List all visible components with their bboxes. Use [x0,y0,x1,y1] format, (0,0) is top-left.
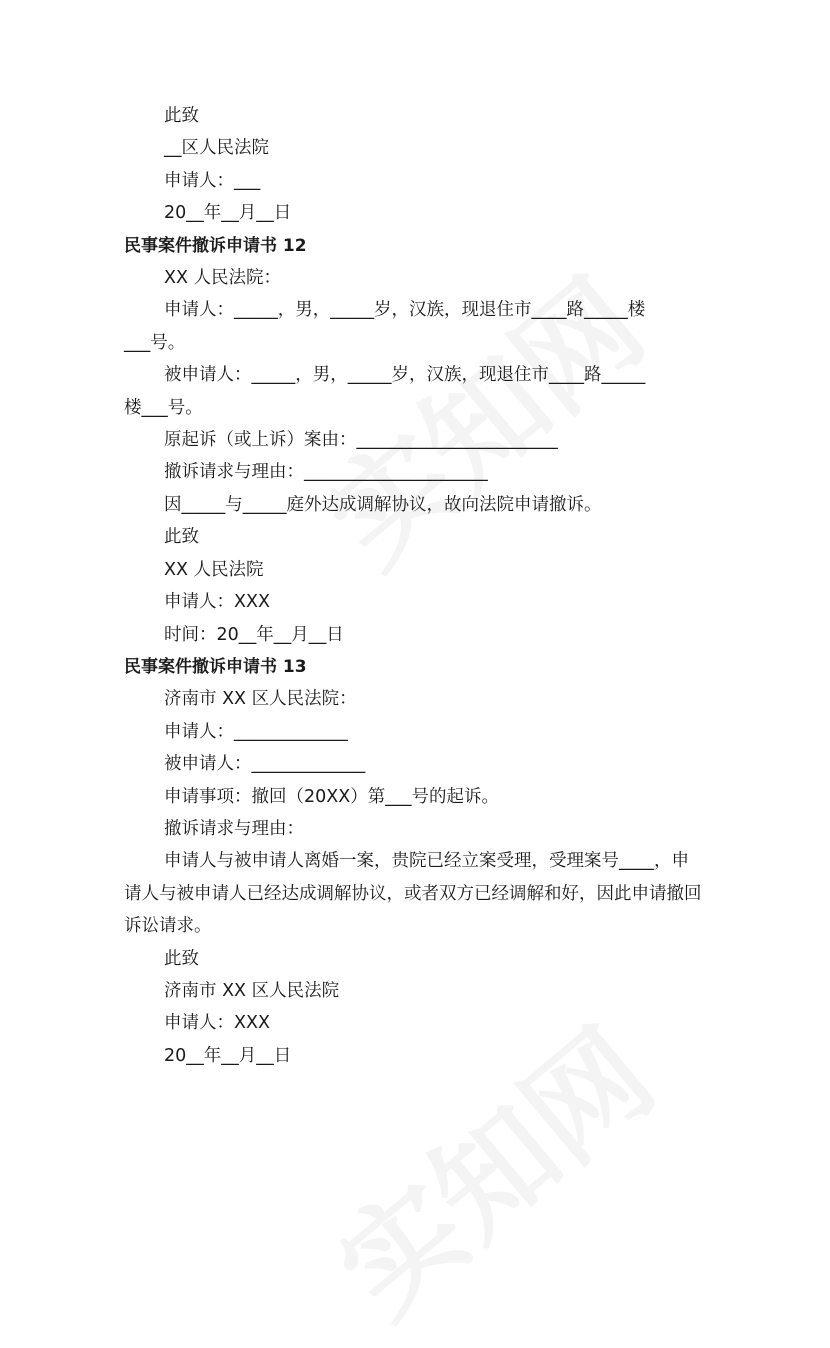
document-body [124,100,706,1072]
addressee: 济南市 XX 区人民法院： [164,689,357,710]
date-line: 时间：20__年__月__日 [164,624,344,645]
date-line: 20__年__月__日 [164,203,292,224]
respondent-info: 被申请人：_____________ [164,754,366,775]
withdraw-reason-label: 撤诉请求与理由： [164,818,304,839]
court-name: __区人民法院 [164,138,269,159]
applicant-signature: 申请人：XXX [164,592,270,613]
date-line: 20__年__月__日 [164,1045,292,1066]
section-heading-13: 民事案件撤诉申请书 13 [124,656,307,677]
applicant-signature: 申请人：___ [164,170,261,191]
original-cause: 原起诉（或上诉）案由：_______________________ [164,430,558,451]
addressee: XX 人民法院： [164,268,282,289]
withdraw-reason-label: 撤诉请求与理由：_____________________ [164,462,488,483]
respondent-info-cont: 楼___号。 [124,397,203,418]
request-item: 申请事项：撤回（20XX）第___号的起诉。 [164,786,499,807]
respondent-info: 被申请人：_____，男，_____岁，汉族，现退住市____路_____ [164,365,646,386]
court-name: XX 人民法院 [164,559,264,580]
cause-text: 因_____与_____庭外达成调解协议，故向法院申请撤诉。 [164,494,602,515]
salute: 此致 [164,527,199,548]
court-name: 济南市 XX 区人民法院 [164,980,340,1001]
salute: 此致 [164,106,199,126]
section-heading-12: 民事案件撤诉申请书 12 [124,235,307,256]
applicant-signature: 申请人：XXX [164,1013,270,1034]
applicant-info: 申请人：_____，男，_____岁，汉族，现退住市____路_____楼 [164,300,646,321]
salute: 此致 [164,948,199,969]
applicant-info-cont: ___号。 [124,332,186,353]
reason-paragraph: 申请人与被申请人离婚一案，贵院已经立案受理，受理案号____，申请人与被申请人已经达成调解协议，或者双方已经调解和好，因此申请撤回诉讼请求。 [124,851,702,937]
applicant-info: 申请人：_____________ [164,721,348,742]
